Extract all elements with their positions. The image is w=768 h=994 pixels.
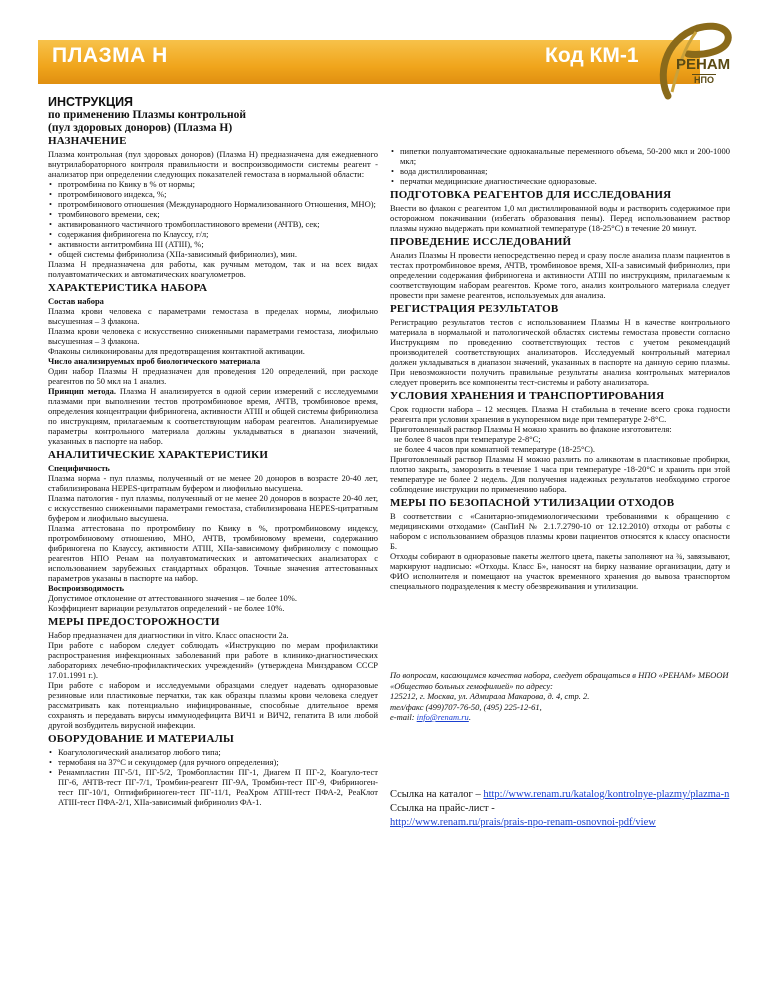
paragraph: В соответствии с «Санитарно-эпидемиологическими требованиями к обращению с медицинскими отходами» (СанПиН № 2.1.7.2790-10 от 12.12.2010) отходы от работы с набором с использованием образцов плазмы крови пациентов относятся к классу опасности Б. [390,511,730,551]
section-heading: ПОДГОТОВКА РЕАГЕНТОВ ДЛЯ ИССЛЕДОВАНИЯ [390,189,672,201]
section-heading: УСЛОВИЯ ХРАНЕНИЯ И ТРАНСПОРТИРОВАНИЯ [390,390,665,402]
subheading: Число анализируемых проб биологического материала [48,356,261,366]
catalog-link[interactable]: http://www.renam.ru/katalog/kontrolnye-plazmy/plazma-n [483,789,730,800]
links-block [390,788,735,830]
list-item: • вода дистиллированная; [400,166,730,176]
left-column [48,132,378,807]
paragraph: Набор предназначен для диагностики in vitro. Класс опасности 2а. [48,630,289,640]
section-heading: АНАЛИТИЧЕСКИЕ ХАРАКТЕРИСТИКИ [48,449,269,461]
price-label: Ссылка на прайс-лист - [390,803,495,814]
right-column [390,146,730,591]
paragraph: Регистрацию результатов тестов с использованием Плазмы Н в качестве контрольного материала в нормальной и патологической областях системы гемостаза провести согласно Инструкциям по проведению соответствующих тестов с учетом рекомендаций производителей соответствующих анализаторов. Исследуемый контрольный материал должен укладываться в диапазон значений, указанных в паспорте на данную серию плазмы. При невозможности получить правильные результаты анализа контрольных материалов следует проверить все компоненты тест-системы и работу анализатора. [390,317,730,387]
paragraph: Плазма аттестована по протромбину по Квику в %, протромбиновому индексу, протромбиновому отношению, МНО, АЧТВ, тромбиновому времени, содержанию фибриногена по Клауссу, активности АТIII, XIIа-зависимому фибринолизу с помощью реагентов НПО Ренам на полуавтоматических и автоматических анализаторах с использованием зарубежных стандартных образцов. Точные значения аттестованных параметров указаны в паспорте на набор. [48,523,378,583]
paragraph: Приготовленный раствор Плазмы Н можно хранить во флаконе изготовителя: [390,424,672,434]
section-heading: НАЗНАЧЕНИЕ [48,135,127,147]
paragraph: Срок годности набора – 12 месяцев. Плазма Н стабильна в течение всего срока годности реагента при условии хранения в укупоренном виде при температуре 2-8°С. [390,404,730,424]
section-heading: ПРОВЕДЕНИЕ ИССЛЕДОВАНИЙ [390,236,572,248]
section-heading: РЕГИСТРАЦИЯ РЕЗУЛЬТАТОВ [390,303,559,315]
list-item: • пипетки полуавтоматические одноканальные переменного объема, 50-200 мкл и 200-1000 мкл; [400,146,730,166]
list-item: • тромбинового времени, сек; [58,209,378,219]
paragraph: Плазма Н предназначена для работы, как ручным методом, так и на всех видах полуавтоматических и автоматических коагулометров. [48,259,378,279]
list-item: • активированного частичного тромбопластинового времени (АЧТВ), сек; [58,219,378,229]
product-title: ПЛАЗМА Н [52,44,168,67]
contact-email-line [390,712,730,723]
email-suffix: . [468,712,471,722]
paragraph: Коэффициент вариации результатов определений - не более 10%. [48,603,285,613]
paragraph: Анализ Плазмы Н провести непосредственно перед и сразу после анализа плазм пациентов в тестах протромбиновое время, АЧТВ, тромбиновое время, XII-а зависимый фибринолиз, при определении содержания фибриногена и активности АТIII по инструкциям, прилагаемым к соответствующим наборам реагентов. Кроме того, анализ контрольного материала следует провести при замене реагентов, используемых для анализа. [390,250,730,300]
email-link[interactable]: info@renam.ru [416,712,469,722]
equipment-list [48,747,378,807]
subheading: Воспроизводимость [48,583,124,593]
list-item: • активности антитромбина III (АТIII), %; [58,239,378,249]
equipment-list-continued [390,146,730,186]
price-link[interactable]: http://www.renam.ru/prais/prais-npo-renam-osnovnoi-pdf/view [390,817,656,828]
paragraph: не более 8 часов при температуре 2-8°С; [394,434,541,444]
subheading: Состав набора [48,296,104,306]
list-item: • Ренампластин ПГ-5/1, ПГ-5/2, Тромбопластин ПГ-1, Диагем П ПГ-2, Коагуло-тест ПГ-6, АЧТВ-тест ПГ-7/1, Тромбин-реагент ПГ-9А, Тромбин-тест ПГ-9, Фибриноген-тест ПГ-10/1, Оптифибриноген-тест ПГ-11/1, РеаХром АТIII-тест ПФА-2, РеаКлот АТIII-тест ПФА-2/1, XIIа-зависимый фибринолиз ФА-1. [58,767,378,807]
title-line-2: по применению Плазмы контрольной [48,109,246,121]
paragraph: Флаконы силиконированы для предотвращения контактной активации. [48,346,305,356]
document-title [48,96,378,135]
list-item: • протромбинового отношения (Международного Нормализованного Отношения, МНО); [58,199,378,209]
catalog-label: Ссылка на каталог – [390,789,481,800]
list-item: • протромбина по Квику в % от нормы; [58,179,378,189]
contact-line: По вопросам, касающимся качества набора, следует обращаться в НПО «РЕНАМ» МБООИ «Общество больных гемофилией» по адресу: [390,670,729,691]
list-item: • содержания фибриногена по Клауссу, г/л; [58,229,378,239]
contact-block [390,670,730,723]
paragraph: Приготовленный раствор Плазмы Н можно разлить по аликвотам в пластиковые пробирки, плотно закрыть, заморозить в течение 1 часа при температуре -18-20°С и хранить при этой температуре не более 2 недель. Для получения надежных результатов необходимо строгое соблюдение инструкции по применению набора. [390,454,730,494]
paragraph: При работе с набором и исследуемыми образцами следует надевать одноразовые резиновые или пластиковые перчатки, так как образцы плазмы крови человека следует рассматривать как потенциально инфицированные, способные длительное время сохранять и передавать вирусы иммунодефицита ВИЧ1 и ВИЧ2, гепатита В или любой другой возбудитель вирусной инфекции. [48,680,378,730]
paragraph: Один набор Плазмы Н предназначен для проведения 120 определений, при расходе реагентов по 50 мкл на 1 анализ. [48,366,378,386]
title-line-3: (пул здоровых доноров) (Плазма Н) [48,122,233,134]
list-item: • протромбинового индекса, %; [58,189,378,199]
list-item: • Коагулологический анализатор любого типа; [58,747,378,757]
paragraph: Отходы собирают в одноразовые пакеты желтого цвета, пакеты заполняют на ¾, завязывают, маркируют надписью: «Отходы. Класс Б», наносят на бирку название организации, дату и ФИО исполнителя и помещают на участок временного хранения до вывоза транспортом специального подразделения к месту обезвреживания и утилизации. [390,551,730,591]
logo-text: РЕНАМ [676,56,731,73]
title-line-1: ИНСТРУКЦИЯ [48,95,134,109]
principle-text: Плазма Н анализируется в одной серии измерений с исследуемыми плазмами при выполнении тестов протромбиновое время, АЧТВ, тромбиновое время, определения концентрации фибриногена, активности АТIII и общей системы фибринолиза по инструкциям, прилагаемым к соответствующим наборам реагентов. Анализируемые параметры контрольного материала должны укладываться в диапазон значений, указанных в паспорте на набор. [48,386,378,446]
paragraph: При работе с набором следует соблюдать «Инструкцию по мерам профилактики распространения инфекционных заболеваний при работе в клинико-диагностических лабораториях лечебно-профилактических учреждений» (утверждена Минздравом СССР 17.01.1991 г.). [48,640,378,680]
paragraph: не более 4 часов при комнатной температуре (18-25°С). [394,444,596,454]
section-heading: ОБОРУДОВАНИЕ И МАТЕРИАЛЫ [48,733,234,745]
paragraph [48,386,378,446]
paragraph: Допустимое отклонение от аттестованного значения – не более 10%. [48,593,297,603]
principle-label: Принцип метода. [48,386,116,396]
list-item: • термобаня на 37°С и секундомер (для ручного определения); [58,757,378,767]
paragraph: Плазма крови человека с параметрами гемостаза в пределах нормы, лиофильно высушенная – 3 флакона. [48,306,378,326]
email-label: e-mail: [390,712,415,722]
logo-subtext: НПО [694,75,714,85]
contact-address: 125212, г. Москва, ул. Адмирала Макарова, д. 4, стр. 2. [390,691,590,701]
paragraph: Плазма патология - пул плазмы, полученный от не менее 20 доноров в возрасте 20-40 лет, с искусственно сниженными параметрами гемостаза, стабилизирована HEPES-цитратным буфером и лиофильно высушена. [48,493,378,523]
section-heading: МЕРЫ ПО БЕЗОПАСНОЙ УТИЛИЗАЦИИ ОТХОДОВ [390,497,675,509]
paragraph: Плазма крови человека с искусственно сниженными параметрами гемостаза, лиофильно высушенная – 3 флакона. [48,326,378,346]
purpose-list [48,179,378,259]
contact-phone: тел/факс (499)707-76-50, (495) 225-12-61, [390,701,542,712]
paragraph: Внести во флакон с реагентом 1,0 мл дистиллированной воды и растворить содержимое при осторожном покачивании (избегать образования пены). Перед использованием раствор плазмы нужно выдержать при комнатной температуре (18-25°С) в течение 20 минут. [390,203,730,233]
list-item: • общей системы фибринолиза (XIIа-зависимый фибринолиз), мин. [58,249,378,259]
section-heading: МЕРЫ ПРЕДОСТОРОЖНОСТИ [48,616,220,628]
subheading: Специфичность [48,463,110,473]
section-heading: ХАРАКТЕРИСТИКА НАБОРА [48,282,208,294]
paragraph: Плазма контрольная (пул здоровых доноров) (Плазма Н) предназначена для ежедневного внутрилабораторного контроля правильности и воспроизводимости системы реагент - анализатор при определении следующих показателей гемостаза в нормальной области: [48,149,378,179]
product-code: Код КМ-1 [545,44,639,67]
paragraph: Плазма норма - пул плазмы, полученный от не менее 20 доноров в возрасте 20-40 лет, стабилизирована HEPES-цитратным буфером и лиофильно высушена. [48,473,378,493]
list-item: • перчатки медицинские диагностические одноразовые. [400,176,730,186]
